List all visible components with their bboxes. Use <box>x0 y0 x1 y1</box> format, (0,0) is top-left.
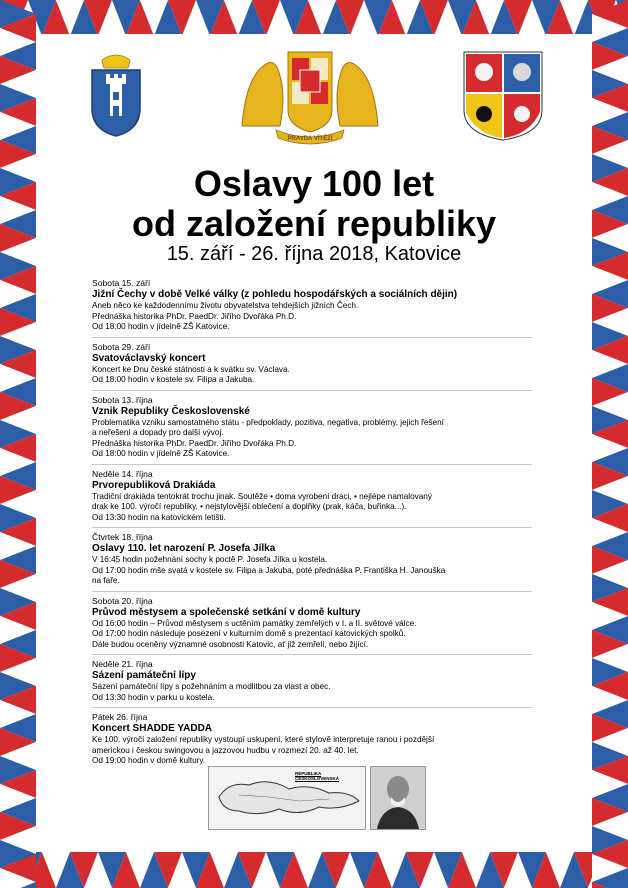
event-title: Sázení památeční lípy <box>92 670 196 681</box>
event-description-line: Problematika vzniku samostatného státu - předpoklady, pozitiva, negativa, problémy, jejich řešení <box>92 417 444 427</box>
event-description-line: Od 18:00 hodin v jídelně ZŠ Katovice. <box>92 449 230 458</box>
event-date: Čtvrtek 18. října <box>92 532 153 542</box>
event-description-line: Přednáška historika PhDr. PaedDr. Jiřího Dvořáka Ph.D. <box>92 311 297 321</box>
event-description-line: Od 19:00 hodin v domě kultury. <box>92 756 206 765</box>
town-coat-of-arms-icon <box>88 52 144 138</box>
event-title: Svatováclavský koncert <box>92 352 206 364</box>
poster-title-line-1: Oslavy 100 let <box>193 163 435 204</box>
svg-text:PRAVDA VÍTĚZÍ: PRAVDA VÍTĚZÍ <box>287 136 333 142</box>
event-date: Neděle 21. října <box>92 659 153 669</box>
event-date: Sobota 29. září <box>92 341 151 352</box>
event-title: Průvod městysem a společenské setkání v domě kultury <box>92 606 361 618</box>
map-caption: REPUBLIKA ČESKOSLOVENSKÁ <box>295 771 340 781</box>
event-description-line: Od 18:00 hodin v kostele sv. Filipa a Jakuba. <box>92 375 255 384</box>
event-title: Prvorepubliková Drakiáda <box>92 479 216 491</box>
event-title: Koncert SHADDE YADDA <box>92 723 213 734</box>
event-description-line: Přednáška historika PhDr. PaedDr. Jiřího Dvořáka Ph.D. <box>92 438 297 448</box>
event-description-line: Od 17:00 hodin následuje posezení v kulturním domě s prezentací katovických spolků. <box>92 629 406 638</box>
event-description-line: Dále budou oceněny významné osobnosti Katovic, ať již zemřelí, nebo žijící. <box>92 639 369 649</box>
czech-coat-of-arms-icon <box>462 50 544 142</box>
event-item <box>92 395 532 460</box>
event-description-line: Sázení památeční lípy s požehnáním a modlitbou za vlast a obec. <box>92 682 331 691</box>
event-list <box>92 278 532 767</box>
bohemia-coat-of-arms-icon <box>236 46 384 146</box>
event-item <box>92 342 532 386</box>
event-date: Sobota 20. října <box>92 595 153 606</box>
event-date: Sobota 15. září <box>92 278 151 288</box>
event-description-line: drak ke 100. výročí republiky, • nejstylovější oblečení a doplňky (prak, káča, buřinka...). <box>92 502 407 511</box>
event-divider <box>92 390 532 391</box>
event-title: Vznik Republiky Československé <box>92 405 250 417</box>
event-description-line: Od 16:00 hodin – Průvod městysem s uctěním památky zemřelých v I. a II. světové válce. <box>92 618 417 628</box>
event-divider <box>92 464 532 465</box>
poster-title-line-2: od založení republiky <box>131 203 497 244</box>
event-description-line: a neřešení a dopady pro další vývoj. <box>92 428 224 437</box>
czechoslovakia-map-icon <box>208 766 366 830</box>
event-title: Oslavy 110. let narození P. Josefa Jílka <box>92 543 276 554</box>
event-item <box>92 532 532 587</box>
event-item <box>92 596 532 651</box>
event-item <box>92 659 532 703</box>
event-item <box>92 278 532 333</box>
event-date: Sobota 13. října <box>92 394 153 405</box>
event-description-line: na faře. <box>92 576 120 585</box>
event-description-line: Od 13:30 hodin v parku u kostela. <box>92 692 215 702</box>
event-divider <box>92 337 532 338</box>
event-item <box>92 712 532 767</box>
event-description-line: Od 17:00 hodin mše svatá v kostele sv. Filipa a Jakuba, poté přednáška P. Františka H. Janouška <box>92 565 446 575</box>
event-date: Pátek 26. října <box>92 712 148 722</box>
event-description-line: Od 13:30 hodin na katovickém letišti. <box>92 512 226 522</box>
event-divider <box>92 527 532 528</box>
event-divider <box>92 707 532 708</box>
event-divider <box>92 654 532 655</box>
event-description-line: V 16:45 hodin požehnání sochy k poctě P. Josefa Jílka u kostela. <box>92 555 328 564</box>
event-description-line: Od 18:00 hodin v jídelně ZŠ Katovice. <box>92 322 230 331</box>
event-title: Jižní Čechy v době Velké války (z pohledu hospodářských a sociálních dějin) <box>92 289 458 300</box>
event-description-line: Ke 100. výročí založení republiky vystoupí uskupení, které stylově interpretuje ranou i pozdější <box>92 735 435 744</box>
portrait-photo-icon <box>370 766 426 830</box>
event-description-line: Aneb něco ke každodennímu životu obyvatelstva tehdejších jižních Čech. <box>92 301 359 310</box>
event-description-line: Tradiční drakiáda tentokrát trochu jinak. Soutěže • doma vyrobení draci, • nejlépe namalovaný <box>92 491 432 501</box>
event-divider <box>92 591 532 592</box>
event-item <box>92 469 532 524</box>
poster-subtitle: 15. září - 26. října 2018, Katovice <box>166 243 462 265</box>
event-description-line: Koncert ke Dnu české státnosti a k svátku sv. Václava. <box>92 364 290 374</box>
event-date: Neděle 14. října <box>92 468 153 479</box>
event-description-line: americkou i českou swingovou a jazzovou hudbu v rozmezí 20. až 40. let. <box>92 745 359 755</box>
